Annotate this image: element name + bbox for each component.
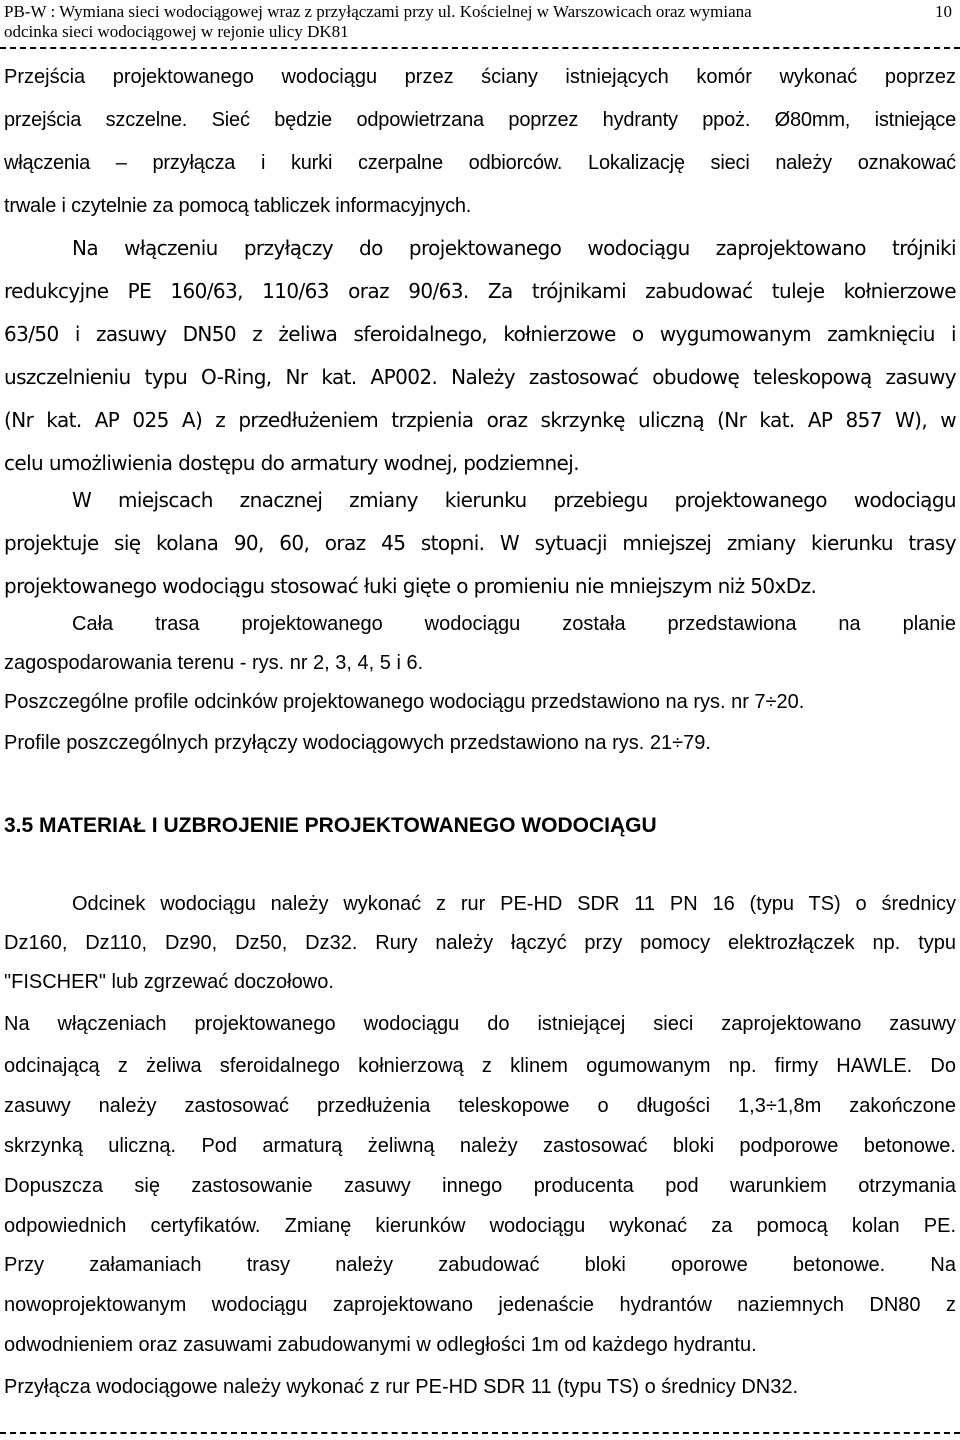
- text-line: przejścia szczelne. Sieć będzie odpowietrzana poprzez hydranty ppoż. Ø80mm, istniejące: [4, 109, 956, 131]
- text-line: redukcyjne PE 160/63, 110/63 oraz 90/63. Za trójnikami zabudować tuleje kołnierzowe: [4, 279, 956, 303]
- footer-divider: [0, 1432, 960, 1434]
- text-line: 63/50 i zasuwy DN50 z żeliwa sferoidalnego, kołnierzowe o wygumowanym zamknięciu i: [4, 322, 956, 346]
- header-divider: [0, 47, 960, 49]
- text-line: zasuwy należy zastosować przedłużenia teleskopowe o długości 1,3÷1,8m zakończone: [4, 1095, 956, 1117]
- text-line: Odcinek wodociągu należy wykonać z rur PE-HD SDR 11 PN 16 (typu TS) o średnicy: [72, 893, 956, 915]
- text-line: Dz160, Dz110, Dz90, Dz50, Dz32. Rury należy łączyć przy pomocy elektrozłączek np. typu: [4, 932, 956, 954]
- text-line: Dopuszcza się zastosowanie zasuwy innego producenta pod warunkiem otrzymania: [4, 1175, 956, 1197]
- section-heading: 3.5 MATERIAŁ I UZBROJENIE PROJEKTOWANEGO WODOCIĄGU: [4, 814, 657, 837]
- text-line: Profile poszczególnych przyłączy wodociągowych przedstawiono na rys. 21÷79.: [4, 732, 711, 754]
- text-line: Na włączeniu przyłączy do projektowanego wodociągu zaprojektowano trójniki: [72, 236, 956, 260]
- text-line: (Nr kat. AP 025 A) z przedłużeniem trzpienia oraz skrzynkę uliczną (Nr kat. AP 857 W), w: [4, 408, 956, 432]
- text-line: Na włączeniach projektowanego wodociągu do istniejącej sieci zaprojektowano zasuwy: [4, 1013, 956, 1035]
- text-line: trwale i czytelnie za pomocą tabliczek informacyjnych.: [4, 195, 472, 217]
- text-line: odpowiednich certyfikatów. Zmianę kierunków wodociągu wykonać za pomocą kolan PE.: [4, 1215, 956, 1237]
- text-line: zagospodarowania terenu - rys. nr 2, 3, 4, 5 i 6.: [4, 652, 424, 674]
- text-line: Przejścia projektowanego wodociągu przez ściany istniejących komór wykonać poprzez: [4, 66, 956, 88]
- text-line: Przyłącza wodociągowe należy wykonać z rur PE-HD SDR 11 (typu TS) o średnicy DN32.: [4, 1376, 799, 1398]
- text-line: Przy załamaniach trasy należy zabudować bloki oporowe betonowe. Na: [4, 1254, 956, 1276]
- text-line: celu umożliwienia dostępu do armatury wodnej, podziemnej.: [4, 451, 579, 475]
- text-line: odcinającą z żeliwa sferoidalnego kołnierzową z klinem ogumowanym np. firmy HAWLE. Do: [4, 1055, 956, 1077]
- text-line: skrzynką uliczną. Pod armaturą żeliwną należy zastosować bloki podporowe betonowe.: [4, 1135, 956, 1157]
- text-line: Poszczególne profile odcinków projektowanego wodociągu przedstawiono na rys. nr 7÷20.: [4, 691, 805, 713]
- text-line: nowoprojektowanym wodociągu zaprojektowano jedenaście hydrantów naziemnych DN80 z: [4, 1294, 956, 1316]
- text-line: W miejscach znacznej zmiany kierunku przebiegu projektowanego wodociągu: [72, 488, 956, 512]
- page-number: 10: [935, 2, 952, 21]
- text-line: "FISCHER" lub zgrzewać doczołowo.: [4, 971, 334, 993]
- text-line: projektuje się kolana 90, 60, oraz 45 stopni. W sytuacji mniejszej zmiany kierunku trasy: [4, 531, 956, 555]
- text-line: projektowanego wodociągu stosować łuki gięte o promieniu nie mniejszym niż 50xDz.: [4, 574, 817, 598]
- text-line: uszczelnieniu typu O-Ring, Nr kat. AP002. Należy zastosować obudowę teleskopową zasuwy: [4, 365, 956, 389]
- text-line: odwodnieniem oraz zasuwami zabudowanymi w odległości 1m od każdego hydrantu.: [4, 1334, 757, 1356]
- header-title: PB-W : Wymiana sieci wodociągowej wraz z przyłączami przy ul. Kościelnej w Warszowicach oraz wymiana odcinka sieci wodociągowej w rejonie ulicy DK81: [4, 2, 752, 41]
- text-line: Cała trasa projektowanego wodociągu została przedstawiona na planie: [72, 613, 956, 635]
- text-line: włączenia – przyłącza i kurki czerpalne odbiorców. Lokalizację sieci należy oznakować: [4, 152, 956, 174]
